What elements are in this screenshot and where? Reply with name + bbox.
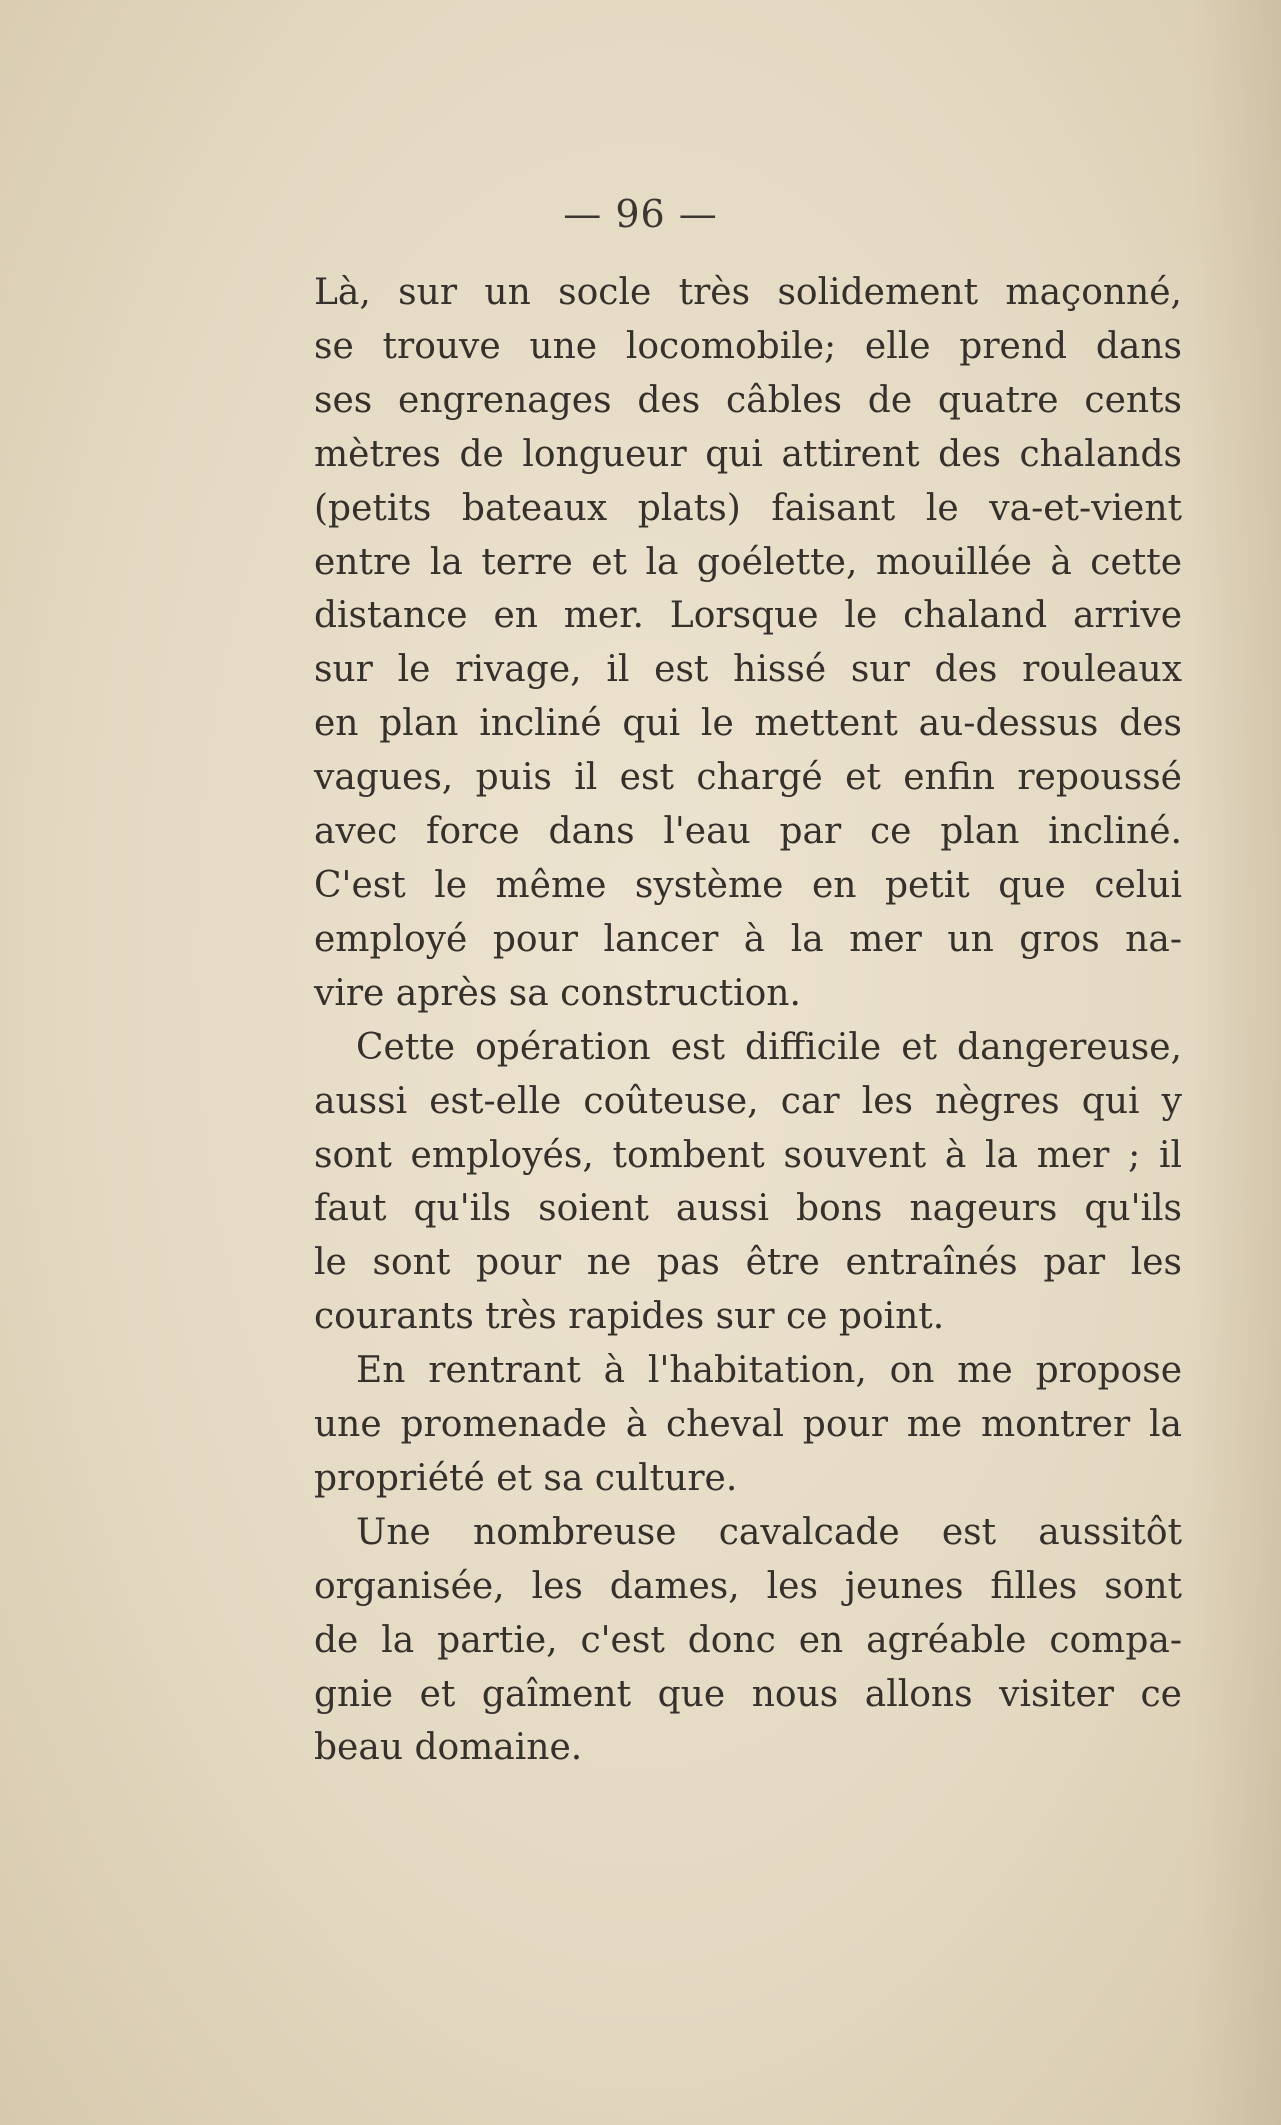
text-line: Là, sur un socle très solidement maçonné,: [314, 272, 1182, 313]
paragraph-3: [314, 1344, 1182, 1506]
text-line: se trouve une locomobile; elle prend dans: [314, 325, 1182, 367]
text-line: distance en mer. Lorsque le chaland arrive: [314, 595, 1182, 637]
text-line: une promenade à cheval pour me montrer la: [314, 1404, 1182, 1446]
text-line: organisée, les dames, les jeunes filles sont: [314, 1565, 1182, 1607]
text-line: faut qu'ils soient aussi bons nageurs qu'ils: [314, 1188, 1182, 1230]
text-line: vagues, puis il est chargé et enfin repoussé: [314, 757, 1182, 799]
paragraph-1: [314, 266, 1182, 1021]
text-line: ses engrenages des câbles de quatre cents: [314, 379, 1182, 421]
text-line: avec force dans l'eau par ce plan incliné.: [314, 811, 1182, 853]
text-line: gnie et gaîment que nous allons visiter ce: [314, 1673, 1182, 1715]
text-line: sur le rivage, il est hissé sur des rouleaux: [314, 649, 1182, 691]
text-line: sont employés, tombent souvent à la mer ; il: [314, 1134, 1182, 1176]
text-line: aussi est-elle coûteuse, car les nègres qui y: [314, 1080, 1182, 1122]
text-line: propriété et sa culture.: [314, 1457, 738, 1499]
text-line: vire après sa construction.: [314, 972, 801, 1014]
text-line: beau domaine.: [314, 1727, 583, 1769]
text-line: employé pour lancer à la mer un gros na-: [314, 918, 1182, 960]
text-line: courants très rapides sur ce point.: [314, 1296, 945, 1338]
text-line: le sont pour ne pas être entraînés par les: [314, 1242, 1182, 1284]
text-line: de la partie, c'est donc en agréable compa-: [314, 1619, 1182, 1661]
text-line: entre la terre et la goélette, mouillée à cette: [314, 541, 1182, 583]
text-line: (petits bateaux plats) faisant le va-et-vient: [314, 487, 1182, 529]
text-line: Cette opération est difficile et dangereuse,: [356, 1026, 1182, 1068]
text-line: En rentrant à l'habitation, on me propose: [356, 1350, 1182, 1392]
text-line: Une nombreuse cavalcade est aussitôt: [356, 1511, 1182, 1553]
paragraph-4: [314, 1506, 1182, 1776]
body-text: [314, 266, 1182, 1775]
page-number: — 96 —: [563, 192, 718, 236]
text-line: C'est le même système en petit que celui: [314, 864, 1182, 906]
text-line: en plan incliné qui le mettent au-dessus des: [314, 703, 1182, 745]
text-line: mètres de longueur qui attirent des chalands: [314, 433, 1182, 475]
paragraph-2: [314, 1021, 1182, 1344]
